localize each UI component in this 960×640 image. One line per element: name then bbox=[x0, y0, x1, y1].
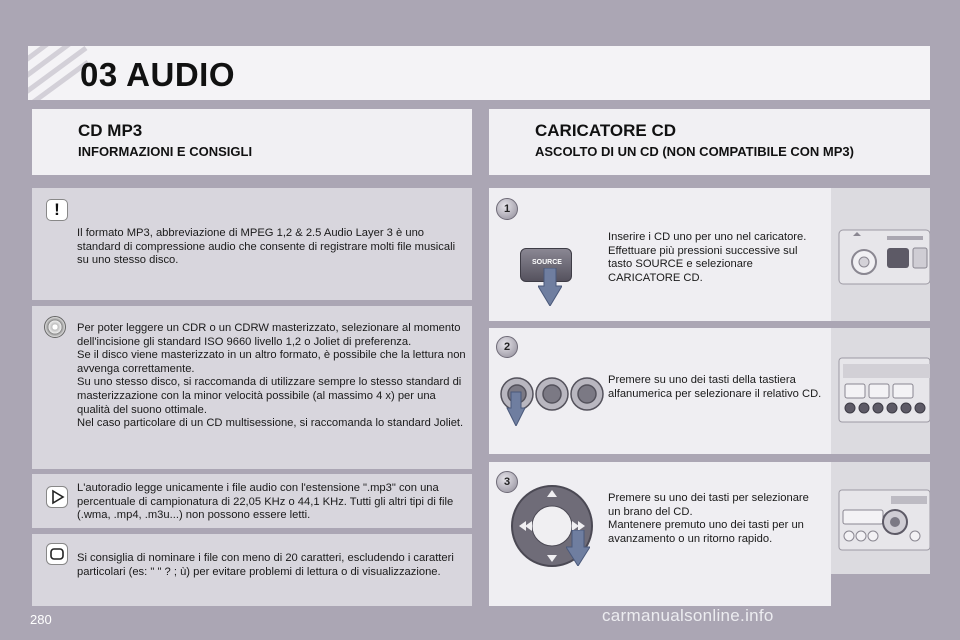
step-2-text: Premere su uno dei tasti della tastiera alfanumerica per selezionare il relativo CD. bbox=[608, 374, 822, 400]
step-1-text: Inserire i CD uno per uno nel caricatore. Effettuare più pressioni successive sul tasto SOURCE e selezionare CARICATORE CD. bbox=[608, 231, 807, 284]
numeric-keys-illustration[interactable] bbox=[500, 374, 604, 426]
watermark: carmanualsonline.info bbox=[602, 606, 774, 625]
page-title: 03 AUDIO bbox=[80, 56, 235, 93]
info-text-file-names: Si consiglia di nominare i file con meno di 20 caratteri, escludendo i caratteri particolari (es: " " ? ; ù) per evitare problemi di lettura o di visualizzazione. bbox=[77, 552, 454, 578]
title-stripes-decoration bbox=[28, 46, 88, 100]
left-heading: CD MP3 bbox=[78, 121, 143, 140]
right-subheading: ASCOLTO DI UN CD (NON COMPATIBILE CON MP3) bbox=[535, 144, 854, 159]
step-3-text: Premere su uno dei tasti per selezionare un brano del CD. Mantenere premuto uno dei tasti per un avanzamento o un ritorno rapido. bbox=[608, 492, 809, 545]
press-arrow-icon-step-3 bbox=[566, 530, 590, 566]
square-icon bbox=[46, 543, 68, 565]
left-subheading: INFORMAZIONI E CONSIGLI bbox=[78, 144, 253, 159]
step-2-number-badge: 2 bbox=[496, 336, 518, 358]
info-text-burning: Per poter leggere un CDR o un CDRW masterizzato, selezionare al momento dell'incisione gli standard ISO 9660 livello 1,2 o Joliet di preferenza. Se il disco viene masterizzato in un altro formato, è possibile che la lettura non avvenga correttamente. Su uno stesso disco, si raccomanda di utilizzare sempre lo stesso standard di masterizzazione con la minor velocità possibile (al massimo 4 x) per una qualità del suono ottimale. Nel caso particolare di un CD multisessione, si raccomanda lo standard Joliet. bbox=[77, 322, 466, 430]
step-2-radio-thumbnail bbox=[831, 328, 930, 454]
press-arrow-icon bbox=[538, 268, 562, 306]
source-button-label: SOURCE bbox=[532, 259, 562, 266]
step-1-number-badge: 1 bbox=[496, 198, 518, 220]
info-text-file-types: L'autoradio legge unicamente i file audio con l'estensione ".mp3" con una percentuale di campionatura di 22,05 KHz o 44,1 KHz. Tutti gli altri tipi di file (.wma, .mp4, .m3u...) non possono essere letti. bbox=[77, 482, 454, 522]
right-section-header bbox=[489, 109, 930, 175]
step-3-radio-thumbnail bbox=[831, 462, 930, 574]
play-icon bbox=[46, 486, 68, 508]
step-3-number-badge: 3 bbox=[496, 471, 518, 493]
exclamation-icon: ! bbox=[46, 199, 68, 221]
cd-icon bbox=[44, 316, 66, 338]
right-heading: CARICATORE CD bbox=[535, 121, 677, 140]
step-1-radio-thumbnail bbox=[831, 188, 930, 321]
page-number: 280 bbox=[30, 612, 52, 627]
info-text-mp3-format: Il formato MP3, abbreviazione di MPEG 1,2 & 2.5 Audio Layer 3 è uno standard di compressione audio che consente di registrare molti file musicali su uno stesso disco. bbox=[77, 227, 456, 267]
left-section-header bbox=[32, 109, 472, 175]
